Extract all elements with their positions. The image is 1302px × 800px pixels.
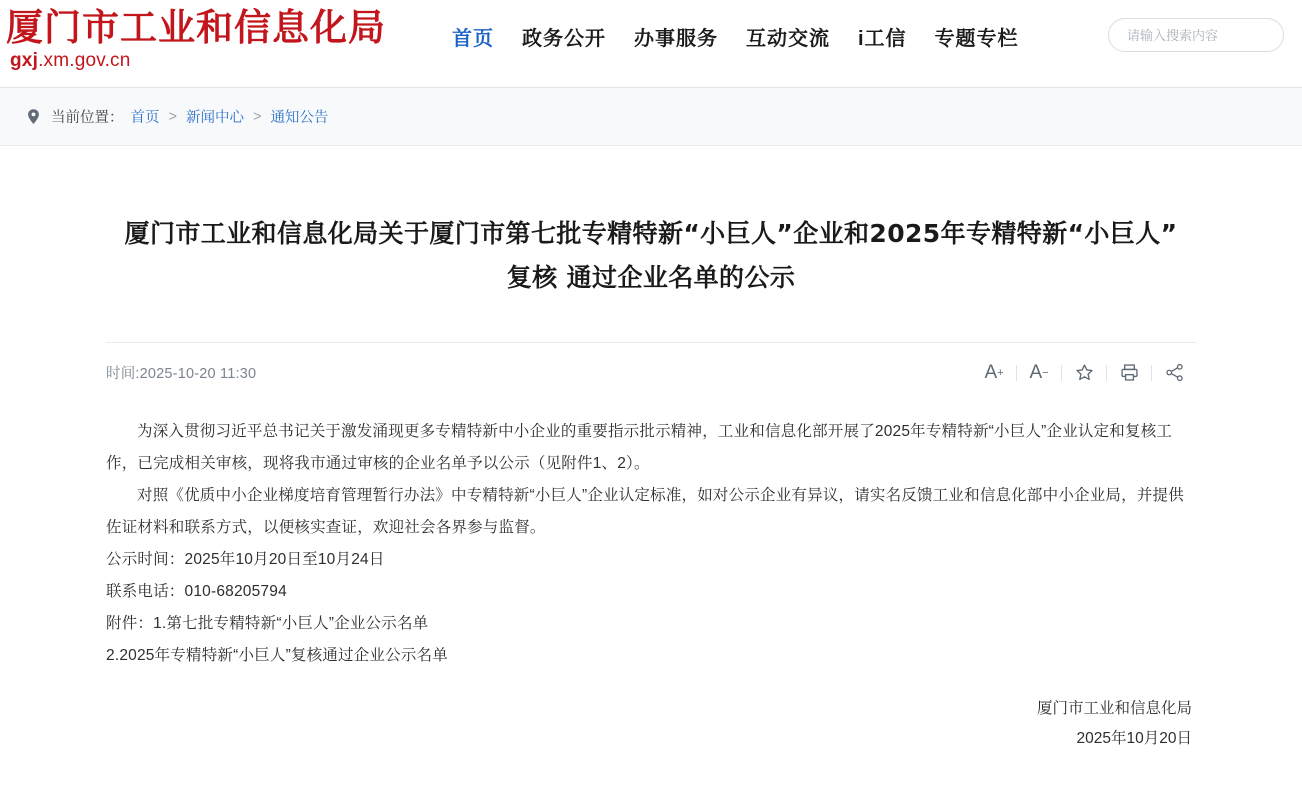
article-attachment-1: 附件：1.第七批专精特新“小巨人”企业公示名单 bbox=[106, 615, 429, 632]
search-input[interactable] bbox=[1125, 27, 1302, 44]
brand-domain-suffix: .xm.gov.cn bbox=[38, 50, 131, 71]
font-decrease-label: A bbox=[1029, 361, 1043, 383]
article-body bbox=[106, 416, 1196, 672]
article-detail-phone: 联系电话：010-68205794 bbox=[106, 583, 287, 600]
article-paragraph-2: 对照《优质中小企业梯度培育管理暂行办法》中专精特新“小巨人”企业认定标准，如对公示企业有异议，请实名反馈工业和信息化部中小企业局，并提供佐证材料和联系方式，以便核实查证，欢迎社会各界参与监督。 bbox=[106, 487, 1184, 536]
breadcrumb bbox=[0, 88, 1302, 146]
font-decrease-icon[interactable] bbox=[1017, 362, 1061, 384]
font-increase-icon[interactable] bbox=[972, 362, 1016, 384]
brand-title: 厦门市工业和信息化局 bbox=[6, 5, 386, 49]
article-detail-notice-period: 公示时间：2025年10月20日至10月24日 bbox=[106, 551, 385, 568]
location-pin-icon bbox=[26, 108, 41, 126]
font-increase-sup: + bbox=[997, 366, 1004, 379]
article-container bbox=[106, 146, 1196, 754]
signature-organization: 厦门市工业和信息化局 bbox=[1036, 700, 1192, 717]
brand-domain bbox=[6, 50, 452, 72]
article-tools bbox=[972, 362, 1196, 384]
nav-item-government-affairs[interactable]: 政务公开 bbox=[522, 28, 606, 50]
article-paragraph-1: 为深入贯彻习近平总书记关于激发涌现更多专精特新中小企业的重要指示批示精神，工业和信息化部开展了2025年专精特新“小巨人”企业认定和复核工作，已完成相关审核，现将我市通过审核的企业名单予以公示（见附件1、2）。 bbox=[106, 423, 1173, 472]
page-title: 厦门市工业和信息化局关于厦门市第七批专精特新“小巨人”企业和2025年专精特新“小巨人”复核 通过企业名单的公示 bbox=[124, 219, 1178, 292]
breadcrumb-separator-2: > bbox=[252, 108, 262, 125]
share-icon[interactable] bbox=[1152, 362, 1196, 383]
font-increase-label: A bbox=[984, 361, 998, 383]
breadcrumb-item-announcements[interactable]: 通知公告 bbox=[270, 110, 329, 126]
signature-date: 2025年10月20日 bbox=[1076, 730, 1192, 747]
article-meta-row bbox=[106, 342, 1196, 388]
search-box[interactable] bbox=[1108, 18, 1284, 52]
breadcrumb-separator-1: > bbox=[168, 108, 177, 125]
print-icon[interactable] bbox=[1107, 362, 1151, 383]
nav-item-igongxin[interactable]: i工信 bbox=[858, 28, 907, 50]
breadcrumb-label: 当前位置： bbox=[51, 110, 124, 126]
nav-item-interaction[interactable]: 互动交流 bbox=[746, 28, 830, 50]
nav-item-special-topics[interactable]: 专题专栏 bbox=[934, 28, 1019, 50]
site-header bbox=[0, 0, 1302, 88]
breadcrumb-item-home[interactable]: 首页 bbox=[130, 110, 160, 126]
site-brand[interactable] bbox=[0, 0, 452, 72]
article-signature-block bbox=[106, 694, 1196, 754]
publish-time: 时间:2025-10-20 11:30 bbox=[106, 366, 257, 382]
brand-domain-prefix: gxj bbox=[10, 50, 39, 71]
article-attachment-2: 2.2025年专精特新“小巨人”复核通过企业公示名单 bbox=[106, 647, 448, 664]
article-page bbox=[0, 146, 1302, 799]
nav-item-services[interactable]: 办事服务 bbox=[634, 28, 718, 50]
font-decrease-sup: − bbox=[1042, 366, 1049, 379]
nav-item-home[interactable]: 首页 bbox=[452, 28, 494, 50]
favorite-star-icon[interactable] bbox=[1062, 362, 1106, 383]
breadcrumb-item-news-center[interactable]: 新闻中心 bbox=[185, 110, 244, 126]
